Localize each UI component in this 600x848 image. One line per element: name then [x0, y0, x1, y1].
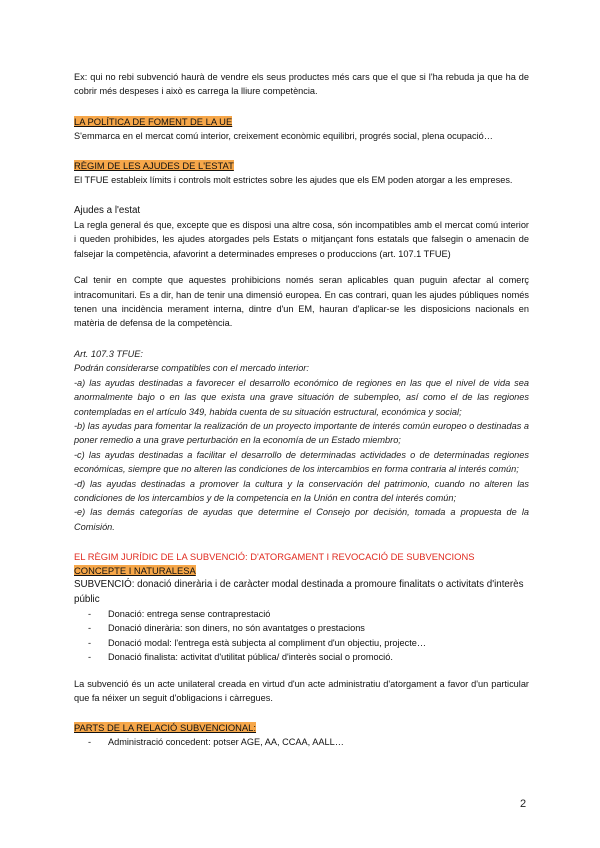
article-item-c: -c) las ayudas destinadas a facilitar el desarrollo de determinadas actividades o de determinadas regiones económicas, siempre que no alteren las condiciones de los intercambios en forma contraria al interés común;: [74, 449, 529, 475]
list-item: [88, 735, 529, 749]
page-content: [74, 70, 529, 750]
subvencio-definition: SUBVENCIÓ: donació dinerària i de caràcter modal destinada a promoure finalitats o activitats d'interès públic: [74, 579, 524, 605]
list-item-text: Donació finalista: activitat d'utilitat pública/ d'interès social o promoció.: [108, 652, 393, 663]
section-heading-regim: [74, 159, 529, 173]
highlighted-heading: LA POLÍTICA DE FOMENT DE LA UE: [74, 115, 233, 127]
list-item: [88, 607, 529, 621]
dash-bullet: -: [88, 637, 92, 648]
subvencio-paragraph: La subvenció és un acte unilateral creada en virtud d'un acte administratiu d'atorgament a favor d'un particular que fa néixer un seguit d'obligacions i càrregues.: [74, 678, 529, 703]
article-intro: Podrán considerarse compatibles con el mercado interior:: [74, 363, 309, 374]
highlighted-heading: CONCEPTE I NATURALESA: [74, 565, 196, 577]
dash-bullet: -: [88, 623, 92, 634]
dash-bullet: -: [88, 737, 92, 748]
section-heading-concepte: [74, 564, 529, 578]
list-item: [88, 636, 529, 650]
highlighted-heading: PARTS DE LA RELACIÓ SUBVENCIONAL:: [74, 722, 257, 734]
list-item: [88, 621, 529, 635]
article-item-e: -e) las demás categorías de ayudas que determine el Consejo por decisión, tomada a propuesta de la Comisión.: [74, 507, 529, 532]
list-item: [88, 650, 529, 664]
section-heading-foment: [74, 115, 529, 129]
ajudes-paragraph-1: La regla general és que, excepte que es disposi una altre cosa, són incompatibles amb el mercat comú interior i queden prohibides, les ajudes atorgades pels Estats o mitjançant fons estatals que falsegin o amenacin de falsejar la competència, afavorint a determinades empreses o produccions (art. 107.1 TFUE): [74, 220, 529, 259]
regim-paragraph: El TFUE estableix límits i controls molt estrictes sobre les ajudes que els EM poden atorgar a les empreses.: [74, 175, 513, 186]
list-item-text: Donació modal: l'entrega està subjecta al compliment d'un objectiu, projecte…: [108, 637, 427, 648]
article-quote: [74, 347, 529, 534]
parts-list: [74, 735, 529, 749]
page-number: 2: [520, 798, 527, 810]
highlighted-heading: RÈGIM DE LES AJUDES DE L'ESTAT: [74, 160, 234, 172]
foment-paragraph: S'emmarca en el mercat comú interior, creixement econòmic equilibri, progrés social, plena ocupació…: [74, 130, 493, 141]
article-item-d: -d) las ayudas destinadas a promover la cultura y la conservación del patrimonio, cuando no alteren las condiciones de los intercambios y de la competencia en la Unión en contra del interés común;: [74, 478, 529, 503]
intro-paragraph: Ex: qui no rebi subvenció haurà de vendre els seus productes més cars que el que si l'ha rebuda ja que ha de cobrir més despeses i això es carrega la lliure competència.: [74, 72, 529, 97]
list-item-text: Donació: entrega sense contraprestació: [108, 608, 271, 619]
article-item-b: -b) las ayudas para fomentar la realización de un proyecto importante de interés común europeo o destinadas a poner remedio a una grave perturbación en la economía de un Estado miembro;: [74, 420, 529, 446]
ajudes-paragraph-2: Cal tenir en compte que aquestes prohibicions només seran aplicables quan puguin afectar al comerç intracomunitari. Es a dir, han de tenir una dimensió europea. En cas contrari, quan les ajudes públiques només tenen una incidència merament interna, dintre d'un EM, hauran d'aplicar-se les disposicions nacionals en matèria de defensa de la competència.: [74, 275, 529, 329]
dash-bullet: -: [88, 608, 92, 619]
subheading-ajudes: Ajudes a l'estat: [74, 204, 141, 216]
section-heading-regim-juridic: EL RÈGIM JURÍDIC DE LA SUBVENCIÓ: D'ATORGAMENT I REVOCACIÓ DE SUBVENCIONS: [74, 551, 475, 563]
donacio-list: [74, 607, 529, 665]
section-heading-parts: [74, 721, 529, 735]
article-item-a: -a) las ayudas destinadas a favorecer el desarrollo económico de regiones en las que el nivel de vida sea anormalmente bajo o en las que exista una grave situación de subempleo, así como el de las regiones contempladas en el artículo 349, habida cuenta de su situación estructural, económica y social;: [74, 377, 529, 417]
list-item-text: Administració concedent: potser AGE, AA, CCAA, AALL…: [108, 737, 344, 748]
article-reference: Art. 107.3 TFUE:: [74, 348, 143, 359]
list-item-text: Donació dinerària: son diners, no són avantatges o prestacions: [108, 623, 365, 634]
dash-bullet: -: [88, 652, 92, 663]
